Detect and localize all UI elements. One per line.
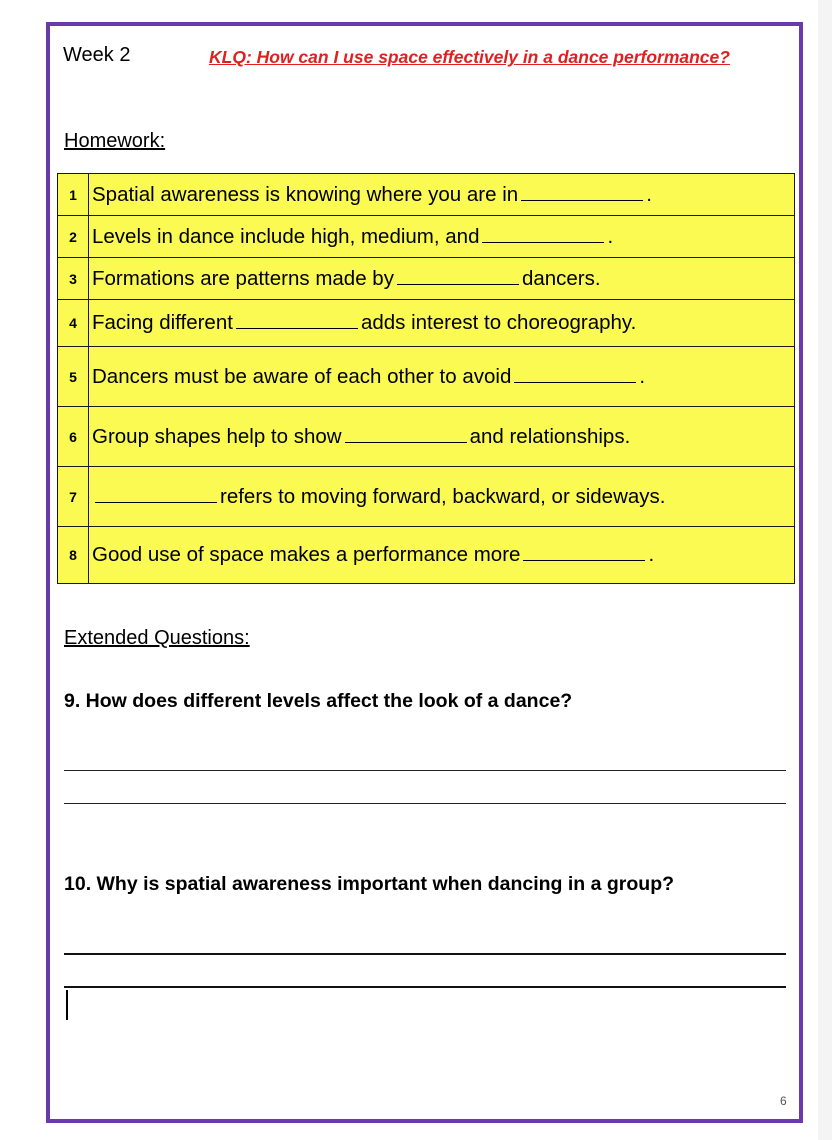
answer-line-9a[interactable] — [64, 770, 786, 771]
question-text[interactable] — [89, 407, 795, 467]
answer-blank[interactable] — [345, 428, 467, 443]
question-text-after: dancers. — [521, 266, 601, 290]
homework-table — [57, 173, 795, 584]
question-row-7 — [58, 467, 795, 527]
question-text[interactable] — [89, 174, 795, 216]
question-text-before: Group shapes help to show — [92, 424, 342, 448]
question-row-3 — [58, 258, 795, 300]
answer-blank[interactable] — [397, 270, 519, 285]
question-text[interactable] — [89, 300, 795, 347]
question-number: 6 — [58, 407, 89, 467]
question-text-after: . — [639, 364, 646, 388]
question-text-before: Good use of space makes a performance more — [92, 543, 521, 566]
answer-blank[interactable] — [514, 368, 636, 383]
question-row-1 — [58, 174, 795, 216]
question-text-after: . — [648, 543, 655, 566]
question-text-after: and relationships. — [469, 424, 631, 448]
question-number: 5 — [58, 347, 89, 407]
question-text[interactable] — [89, 258, 795, 300]
question-text-before: Levels in dance include high, medium, and — [92, 224, 480, 248]
answer-blank[interactable] — [236, 314, 358, 329]
answer-blank[interactable] — [95, 488, 217, 503]
question-text-before: Dancers must be aware of each other to avoid — [92, 364, 512, 388]
question-text-after: refers to moving forward, backward, or sideways. — [220, 484, 666, 508]
homework-title: Homework: — [64, 130, 166, 152]
answer-line-10a[interactable] — [64, 953, 786, 955]
question-text[interactable] — [89, 216, 795, 258]
question-number: 1 — [58, 174, 89, 216]
question-row-8 — [58, 527, 795, 584]
question-text-after: . — [607, 224, 614, 248]
answer-blank[interactable] — [521, 186, 643, 201]
question-text-after: adds interest to choreography. — [360, 311, 637, 334]
question-number: 2 — [58, 216, 89, 258]
question-number: 7 — [58, 467, 89, 527]
question-text-before: Formations are patterns made by — [92, 266, 394, 290]
question-text[interactable] — [89, 347, 795, 407]
question-row-4 — [58, 300, 795, 347]
text-cursor — [66, 990, 68, 1020]
answer-blank[interactable] — [523, 546, 645, 561]
answer-line-9b[interactable] — [64, 803, 786, 804]
page-number: 6 — [780, 1094, 787, 1108]
extended-questions-title: Extended Questions: — [64, 627, 250, 649]
question-text-after: . — [646, 182, 652, 206]
question-9: 9. How does different levels affect the look of a dance? — [64, 690, 573, 712]
question-number: 8 — [58, 527, 89, 584]
question-row-2 — [58, 216, 795, 258]
question-row-5 — [58, 347, 795, 407]
question-text-before: Spatial awareness is knowing where you are in — [92, 182, 519, 206]
question-row-6 — [58, 407, 795, 467]
week-label: Week 2 — [63, 44, 131, 66]
question-text-before: Facing different — [92, 311, 233, 334]
question-text[interactable] — [89, 527, 795, 584]
question-text[interactable] — [89, 467, 795, 527]
answer-blank[interactable] — [482, 228, 604, 243]
question-10: 10. Why is spatial awareness important when dancing in a group? — [64, 873, 675, 895]
question-number: 4 — [58, 300, 89, 347]
answer-line-10b[interactable] — [64, 986, 786, 988]
klq-heading: KLQ: How can I use space effectively in a dance performance? — [209, 47, 730, 67]
question-number: 3 — [58, 258, 89, 300]
